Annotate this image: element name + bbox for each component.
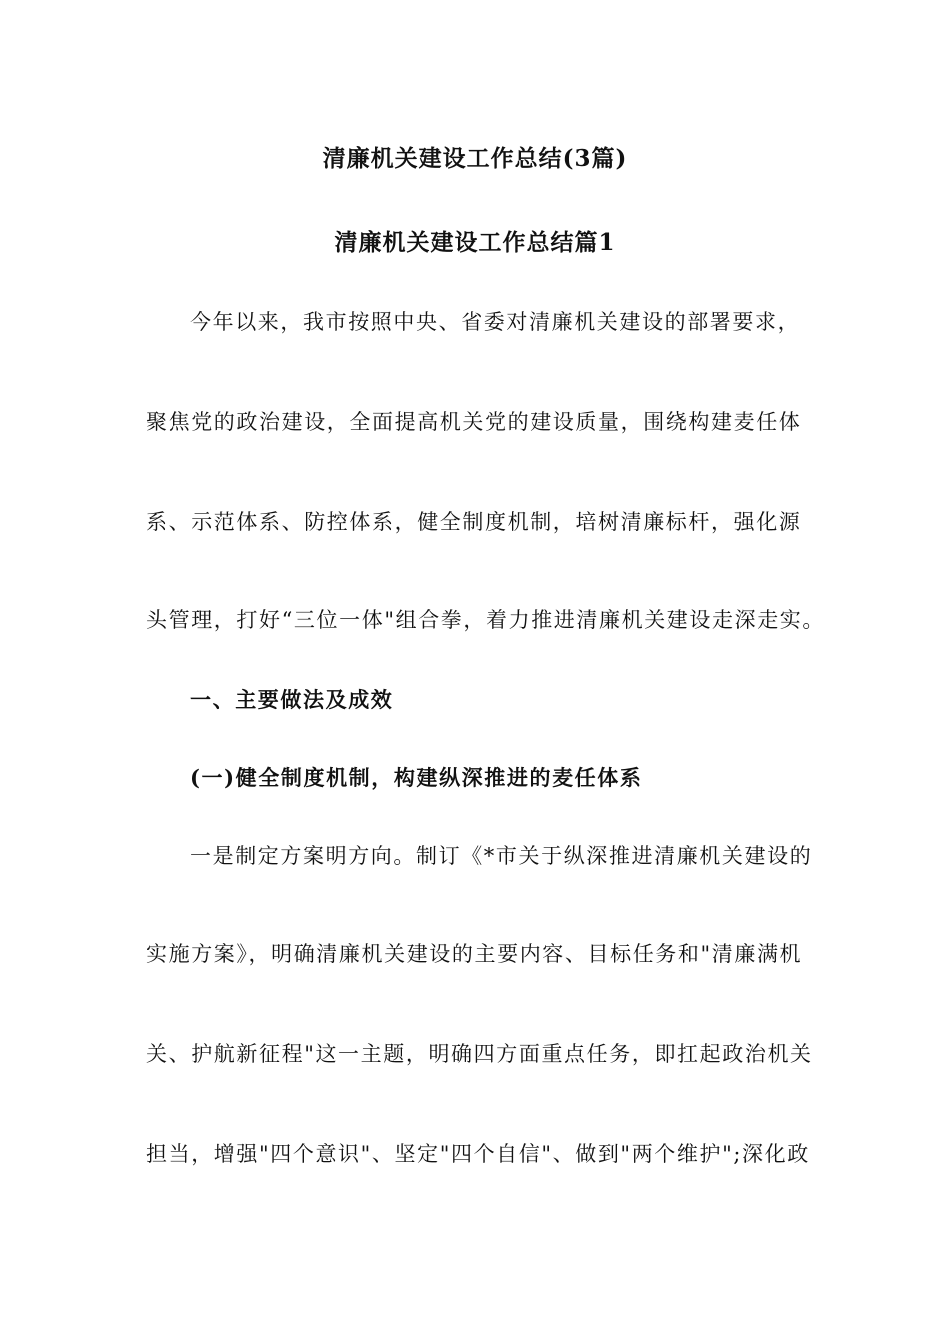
document-subtitle: 清廉机关建设工作总结篇1 bbox=[334, 229, 616, 256]
section-heading: 一、主要做法及成效 bbox=[190, 687, 394, 712]
paragraph-line: 关、护航新征程"这一主题，明确四方面重点任务，即扛起政治机关 bbox=[146, 1042, 813, 1066]
paragraph-line: 一是制定方案明方向。制订《*市关于纵深推进清廉机关建设的 bbox=[190, 844, 813, 868]
subsection-heading: (一)健全制度机制，构建纵深推进的麦任体系 bbox=[190, 765, 643, 790]
paragraph-line: 聚焦党的政治建设，全面提高机关党的建设质量，围绕构建麦任体 bbox=[146, 410, 802, 434]
paragraph-line: 今年以来，我市按照中央、省委对清廉机关建设的部署要求， bbox=[190, 310, 801, 334]
paragraph-line: 头管理，打好“三位一体"组合拳，着力推进清廉机关建设走深走实。 bbox=[146, 608, 825, 632]
paragraph-line: 实施方案》，明确清廉机关建设的主要内容、目标任务和"清廉满机 bbox=[146, 942, 803, 966]
document-title: 清廉机关建设工作总结(3篇) bbox=[322, 145, 628, 172]
paragraph-line: 担当，增强"四个意识"、坚定"四个自信"、做到"两个维护";深化政 bbox=[146, 1142, 810, 1166]
paragraph-line: 系、示范体系、防控体系，健全制度机制，培树清廉标杆，强化源 bbox=[146, 510, 802, 534]
